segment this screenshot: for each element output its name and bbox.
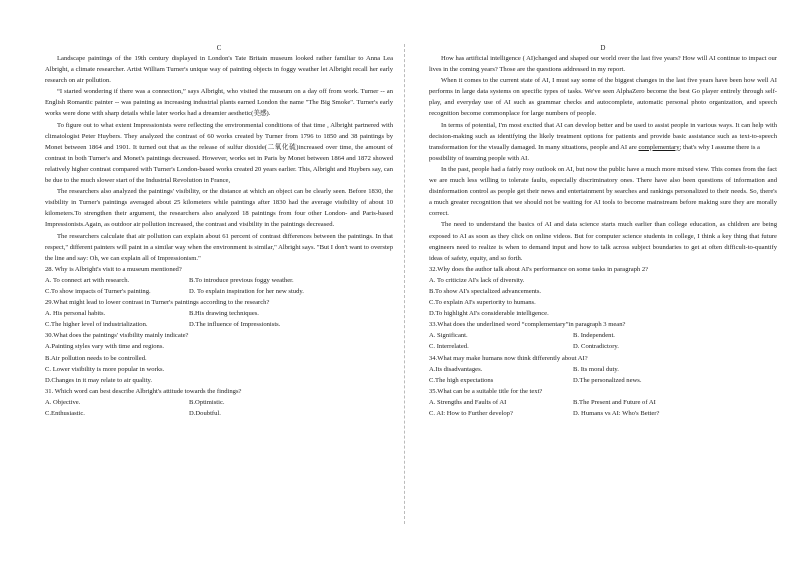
question-35-stem: 35.What can be a suitable title for the text? (429, 387, 543, 395)
question-34-options-row-2 (429, 375, 777, 386)
question-30-option-a[interactable]: A.Painting styles vary with time and regions. (45, 343, 165, 351)
question-35-option-c[interactable]: C. AI: How to Further develop? (429, 410, 513, 417)
passage-d-paragraph-2: When it comes to the current state of AI, I must say some of the biggest changes in the last five years have been how well AI performs in large data systems on specific types of tasks. We've seen AlphaZero become the best Go player entirely through self-play, and everyday use of AI such as grammar checks and autocomplete, automatic personal photo organization, and speech recognition become commonplace for large numbers of people. (429, 77, 777, 118)
question-32-option-b[interactable]: B.To show AI's specialized advancements. (429, 287, 542, 295)
passage-d-paragraph-1: How has artificial intelligence ( AI)changed and shaped our world over the last five years? How will AI continue to impact our lives in the coming years? Those are the questions addressed in my report. (429, 55, 777, 74)
question-35-option-d[interactable]: D. Humans vs AI: Who's Better? (573, 410, 660, 417)
question-35-option-a[interactable]: A. Strengths and Faults of AI (429, 398, 507, 406)
question-34-option-d[interactable]: D.The personalized news. (573, 376, 642, 384)
question-34-option-a[interactable]: A.Its disadvantages. (429, 365, 483, 373)
question-32-option-d[interactable]: D.To highlight AI's considerable intelligence. (429, 310, 549, 318)
question-31-option-c[interactable]: C.Enthusiastic. (45, 410, 85, 417)
paragraph-3-text-start: In terms of potential, I'm most excited that AI can develop better and be used to assist people in various ways. It can help with decision-making such as identifying the likely treatment options for patients and provide basic assistance such as text-to-speech transformation for the visually damaged. In many situations, people and AI are (429, 121, 777, 151)
passage-d-column (429, 44, 777, 419)
question-34-stem: 34.What may make humans now think differently about AI? (429, 354, 588, 362)
question-30-option-b[interactable]: B.Air pollution needs to be controlled. (45, 354, 147, 362)
question-29-option-b[interactable]: B.His drawing techniques. (189, 310, 259, 318)
passage-c-column (45, 44, 393, 419)
question-33-option-c[interactable]: C. Interrelated. (429, 343, 469, 351)
passage-d-title: D (600, 45, 606, 52)
question-28-option-d[interactable]: D. To explain inspiration for her new study. (189, 287, 304, 295)
question-29-option-c[interactable]: C.The higher level of industrialization. (45, 321, 148, 329)
passage-c-title: C (216, 45, 222, 52)
passage-c-paragraph-5: The researchers calculate that air pollution can explain about 61 percent of contrast differences between the paintings. In that respect," different painters will paint in a similar way when the environment is similar," Albright says. "But I don't want to overstep the line and say: Oh, we can explain all of Impressionism." (45, 232, 393, 262)
question-28-options-row-2 (45, 286, 393, 297)
question-33-option-d[interactable]: D. Contradictory. (573, 343, 619, 351)
question-28-option-b[interactable]: B.To introduce previous foggy weather. (189, 276, 294, 284)
question-34-option-b[interactable]: B. Its moral duty. (573, 365, 619, 373)
question-30-option-d[interactable]: D.Changes in it may relate to air quality. (45, 376, 153, 384)
question-33-options-row-1 (429, 330, 777, 341)
question-31-option-d[interactable]: D.Doubtful. (189, 410, 221, 417)
question-30-option-c[interactable]: C. Lower visibility is more popular in works. (45, 365, 165, 373)
question-29-stem: 29.What might lead to lower contrast in Turner's paintings according to the research? (45, 299, 270, 307)
question-34-options-row-1 (429, 364, 777, 375)
question-35-options-row-1 (429, 397, 777, 408)
question-28-option-a[interactable]: A. To connect art with research. (45, 276, 130, 284)
underlined-word-complementary: complementary (638, 143, 680, 151)
passage-c-paragraph-1: Landscape paintings of the 19th century displayed in London's Tate Britain museum looked rather familiar to Anna Lea Albright, a climate researcher. Artist William Turner's unique way of painting objects in foggy weather let Albright recall her early research on air pollution. (45, 55, 393, 85)
question-31-option-a[interactable]: A. Objective. (45, 398, 81, 406)
question-32-option-a[interactable]: A. To criticize AI's lack of diversity. (429, 276, 525, 284)
question-31-stem: 31. Which word can best describe Albright's attitude towards the findings? (45, 387, 242, 395)
passage-c-paragraph-4: The researchers also analyzed the paintings' visibility, or the distance at which an object can be clearly seen. Before 1830, the visibility in Turner's paintings averaged about 25 kilometers while paintings after 1830 had the average visibility of about 10 kilometers.To strengthen their argument, the researchers also analyzed 18 paintings from four other London- and Paris-based Impressionists.Again, as outdoor air pollution increased, the contrast and visibility in the paintings decreased. (45, 188, 393, 229)
passage-d-paragraph-5: The need to understand the basics of AI and data science starts much earlier than college education, as children are being exposed to AI as soon as they click on online videos. But for computer science students in college, I think a key thing that future engineers need to realize is when to demand input and how to talk across subject boundaries to get at often difficult-to-quantify ideas of safety, equity, and so forth. (429, 221, 777, 262)
question-33-stem: 33.What does the underlined word “complementary”in paragraph 3 mean? (429, 321, 626, 329)
question-28-stem: 28. Why is Albright's visit to a museum mentioned? (45, 265, 182, 273)
question-28-options-row-1 (45, 275, 393, 286)
question-32-option-c[interactable]: C.To explain AI's superiority to humans. (429, 299, 536, 307)
passage-c-paragraph-2: “I started wondering if there was a connection,” says Albright, who visited the museum on a day off from work. Turner -- an English Romantic painter -- was painting as increasing industrial plants earned London the name "The Big Smoke". Turner's early works were done with sharp details while later works had a dreamier aesthetic(美感). (45, 88, 393, 118)
question-33-options-row-2 (429, 341, 777, 352)
question-31-option-b[interactable]: B.Optimistic. (189, 398, 225, 406)
question-33-option-b[interactable]: B. Independent. (573, 332, 615, 340)
paragraph-3-last-line: possibility of teaming people with AI. (429, 154, 529, 162)
question-29-options-row-1 (45, 308, 393, 319)
question-30-stem: 30.What does the paintings' visibility mainly indicate? (45, 332, 189, 340)
question-28-option-c[interactable]: C.To show impacts of Turner's painting. (45, 287, 151, 295)
paragraph-3-text-end: ; that's why I assume there is a (679, 143, 760, 151)
question-35-options-row-2 (429, 408, 777, 419)
question-33-option-a[interactable]: A. Significant. (429, 332, 468, 340)
question-29-options-row-2 (45, 319, 393, 330)
question-35-option-b[interactable]: B.The Present and Future of AI (573, 398, 656, 406)
passage-d-paragraph-3 (429, 120, 777, 164)
question-32-stem: 32.Why does the author talk about AI's performance on some tasks in paragraph 2? (429, 265, 649, 273)
question-34-option-c[interactable]: C.The high expectations (429, 376, 494, 384)
question-31-options-row-2 (45, 408, 393, 419)
question-31-options-row-1 (45, 397, 393, 408)
passage-c-paragraph-3: To figure out to what extent Impressionists were reflecting the environmental conditions of that time , Albright partnered with climatologist Peter Huybers. They analyzed the contrast of 60 works created by Turner from 1796 to 1850 and 38 paintings by Monet between 1864 and 1901. It turned out that as the release of sulfur dioxide(二氧化硫)increased over time, the amount of contrast in both Turner's and Monet's paintings decreased. However, works set in Paris by Monet between 1864 and 1872 showed relatively higher contrast compared with Turner's London-based works created 20 years earlier. This, Albright and Huybers say, can be due to the much slower start of the Industrial Revolution in France, (45, 121, 393, 185)
passage-d-paragraph-4: In the past, people had a fairly rosy outlook on AI, but now the public have a much more mixed view. This comes from the fact we are much less willing to tolerate faults, especially discriminatory ones. There have also been questions of information and disinformation control as people get their news and entertainment by searches and rankings personalized to their needs. So, there's a much greater recognition that we should not be waiting for AI tools to become mainstream before making sure they are morally correct. (429, 165, 777, 218)
question-29-option-d[interactable]: D.The influence of Impressionists. (189, 321, 281, 329)
question-29-option-a[interactable]: A. His personal habits. (45, 310, 106, 318)
column-divider (404, 44, 405, 524)
